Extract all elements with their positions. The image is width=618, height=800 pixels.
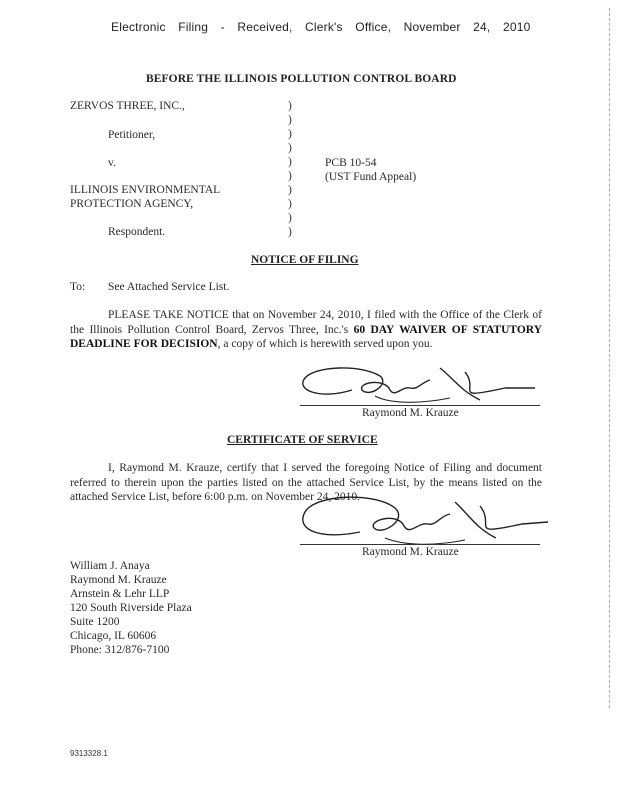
signer-name: Raymond M. Krauze — [362, 546, 459, 558]
signature-line — [300, 405, 540, 406]
caption-paren: ) — [288, 226, 292, 238]
notice-body-start: PLEASE TAKE NOTICE that on November 24, 2010, I filed with the Office of the Clerk of the Illinois Pollution Control Board, Zervos Three, Inc.'s — [70, 309, 542, 336]
document-id: 9313328.1 — [70, 749, 108, 758]
counsel-line: Chicago, IL 60606 — [70, 630, 157, 642]
signer-name: Raymond M. Krauze — [362, 407, 459, 419]
caption-paren: ) — [288, 128, 292, 140]
notice-body-end: , a copy of which is herewith served upon you. — [217, 338, 433, 350]
counsel-line: Suite 1200 — [70, 616, 120, 628]
caption-paren: ) — [288, 198, 292, 210]
caption-paren: ) — [288, 184, 292, 196]
counsel-line: Phone: 312/876-7100 — [70, 644, 170, 656]
signature-scribble — [290, 490, 550, 550]
respondent-name-line1: ILLINOIS ENVIRONMENTAL — [70, 184, 221, 196]
counsel-line: 120 South Riverside Plaza — [70, 602, 192, 614]
notice-body-document-title: 60 DAY WAIVER OF STATUTORY DEADLINE FOR DECISION — [70, 323, 542, 350]
scan-edge — [609, 8, 610, 708]
certificate-body: I, Raymond M. Krauze, certify that I served the foregoing Notice of Filing and document referred to therein upon the parties listed on the attached Service List, by the means listed on the attached Service List, before 6:00 p.m. on November 24, 2010. — [70, 462, 542, 503]
board-heading: BEFORE THE ILLINOIS POLLUTION CONTROL BOARD — [146, 73, 457, 85]
caption-paren: ) — [288, 170, 292, 182]
filing-stamp: Electronic Filing - Received, Clerk's Office, November 24, 2010 — [111, 20, 531, 34]
caption-paren: ) — [288, 100, 292, 112]
case-type: (UST Fund Appeal) — [325, 171, 417, 183]
notice-title: NOTICE OF FILING — [251, 254, 359, 266]
petitioner-name: ZERVOS THREE, INC., — [70, 100, 185, 112]
counsel-line: William J. Anaya — [70, 560, 150, 572]
case-number: PCB 10-54 — [325, 157, 377, 169]
counsel-line: Arnstein & Lehr LLP — [70, 588, 170, 600]
counsel-line: Raymond M. Krauze — [70, 574, 167, 586]
to-value: See Attached Service List. — [108, 281, 230, 293]
respondent-role: Respondent. — [108, 226, 166, 238]
certificate-title: CERTIFICATE OF SERVICE — [227, 434, 378, 446]
caption-paren: ) — [288, 114, 292, 126]
caption-paren: ) — [288, 212, 292, 224]
caption-paren: ) — [288, 142, 292, 154]
petitioner-role: Petitioner, — [108, 129, 156, 141]
caption-paren: ) — [288, 156, 292, 168]
notice-body — [70, 308, 542, 352]
signature-scribble — [290, 360, 540, 410]
to-label: To: — [70, 281, 86, 293]
versus-label: v. — [108, 157, 116, 169]
signature-line — [300, 544, 540, 545]
respondent-name-line2: PROTECTION AGENCY, — [70, 198, 194, 210]
